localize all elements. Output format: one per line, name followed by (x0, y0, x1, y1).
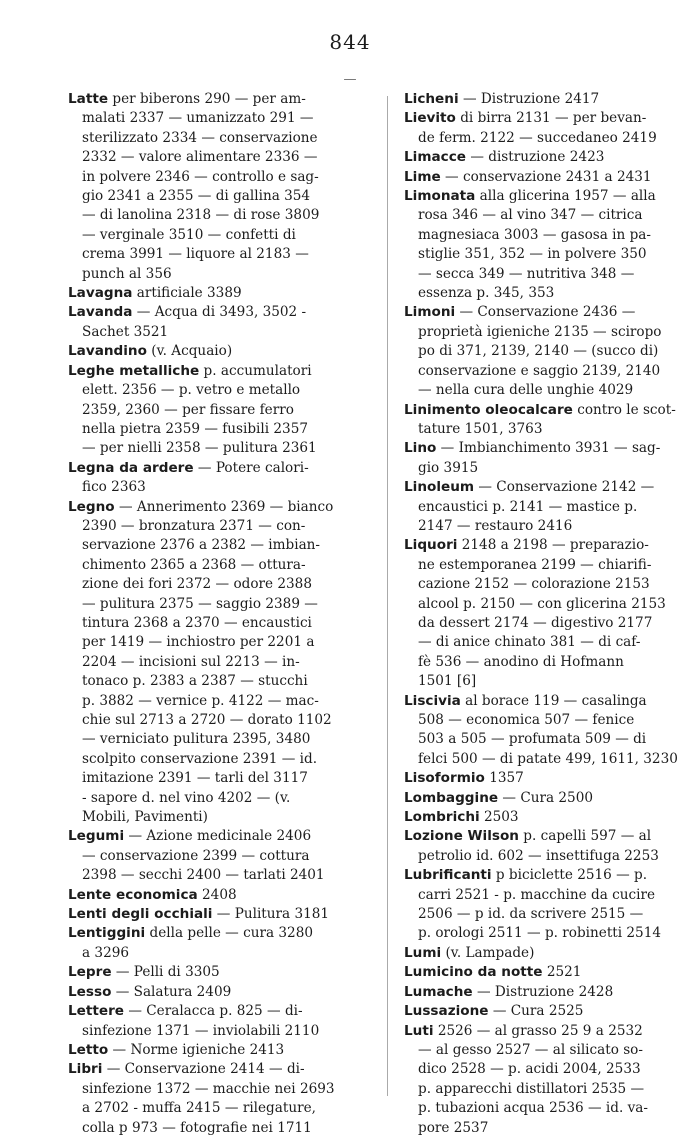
entry-line: tonaco p. 2383 a 2387 — stucchi (82, 673, 308, 690)
entry-text: — Imbianchimento 3931 — sag- (436, 440, 661, 457)
entry-line (404, 148, 700, 167)
entry-line: — verniciato pulitura 2395, 3480 (82, 731, 311, 748)
entry-headword: Legna da ardere (68, 459, 194, 476)
entry-headword: Licheni (404, 91, 459, 107)
right-column (404, 90, 700, 1138)
entry-line (404, 401, 700, 420)
entry-line (404, 983, 700, 1002)
entry-line: zione dei fori 2372 — odore 2388 (82, 576, 312, 593)
entry-headword: Legumi (68, 828, 125, 845)
entry-line: in polvere 2346 — controllo e sag- (82, 168, 319, 185)
entry-line: chie sul 2713 a 2720 — dorato 1102 (82, 712, 332, 728)
entry-text: — Distruzione 2428 (472, 983, 614, 1000)
entry-line: Mobili, Pavimenti) (82, 809, 208, 826)
entry-line (404, 944, 700, 963)
entry-line (404, 866, 700, 885)
entry-text: di birra 2131 — per bevan- (455, 110, 647, 127)
entry-headword: Lussazione (404, 1003, 489, 1020)
entry-line: po di 371, 2139, 2140 — (succo di) (418, 343, 659, 360)
index-entry-lime (404, 168, 700, 187)
entry-line: p. apparecchi distillatori 2535 — (418, 1080, 645, 1097)
entry-line: 2506 — p id. da scrivere 2515 — (418, 906, 644, 923)
index-entry-limonata (404, 187, 700, 303)
entry-line: sinfezione 1371 — inviolabili 2110 (82, 1022, 320, 1039)
entry-line: encaustici p. 2141 — mastice p. (418, 498, 638, 515)
index-entry-leghe-metalliche (68, 362, 388, 459)
entry-line: pore 2537 (418, 1119, 489, 1136)
entry-headword: Lombrichi (404, 809, 480, 826)
entry-line: carri 2521 - p. macchine da cucire (418, 886, 656, 903)
entry-line: chimento 2365 a 2368 — ottura- (82, 556, 306, 573)
entry-text: — Conservazione 2142 — (474, 479, 655, 496)
entry-line: felci 500 — di patate 499, 1611, 3230 (418, 750, 678, 767)
entry-line (404, 692, 700, 711)
entry-line: conservazione e saggio 2139, 2140 (418, 362, 661, 379)
entry-headword: Lettere (68, 1003, 125, 1020)
entry-headword: Leghe metalliche (68, 362, 200, 379)
entry-text: — Conservazione 2414 — di- (102, 1061, 305, 1078)
entry-line (404, 963, 700, 982)
entry-headword: Lisoformio (404, 770, 485, 787)
entry-line: — secca 349 — nutritiva 348 — (418, 265, 635, 282)
entry-line: tature 1501, 3763 (418, 420, 543, 437)
index-entry-lombrichi (404, 808, 700, 827)
entry-line: Sachet 3521 (82, 323, 169, 340)
entry-line: 1501 [6] (418, 673, 477, 690)
entry-line: 2390 — bronzatura 2371 — con- (82, 517, 306, 534)
index-entry-latte (68, 90, 388, 284)
entry-line (68, 90, 388, 109)
entry-line (68, 827, 388, 846)
entry-line (68, 983, 388, 1002)
index-entry-lisoformio (404, 769, 700, 788)
index-entry-lievito (404, 109, 700, 148)
entry-line: crema 3991 — liquore al 2183 — (82, 246, 309, 263)
entry-line (404, 439, 700, 458)
entry-line (68, 905, 388, 924)
entry-line: — conservazione 2399 — cottura (82, 847, 310, 864)
index-entry-lente-economica (68, 886, 388, 905)
index-entry-lavandino (68, 342, 388, 361)
entry-text: — Ceralacca p. 825 — di- (124, 1003, 303, 1020)
entry-line: 2204 — incisioni sul 2213 — in- (82, 653, 300, 670)
entry-line: imitazione 2391 — tarli del 3117 (82, 770, 308, 787)
entry-text: — Azione medicinale 2406 (124, 828, 312, 845)
index-entry-limacce (404, 148, 700, 167)
entry-text: p. accumulatori (199, 362, 312, 379)
entry-line (68, 963, 388, 982)
entry-headword: Lente economica (68, 886, 198, 903)
entry-line: malati 2337 — umanizzato 291 — (82, 110, 314, 127)
entry-text: — Cura 2500 (498, 789, 594, 806)
entry-headword: Lino (404, 440, 437, 457)
index-entry-linoleum (404, 478, 700, 536)
entry-text: 1357 (484, 770, 524, 787)
entry-line: 508 — economica 507 — fenice (418, 712, 635, 728)
entry-line (68, 362, 388, 381)
entry-headword: Lumache (404, 983, 473, 1000)
entry-line: — verginale 3510 — confetti di (82, 226, 296, 243)
entry-line: cazione 2152 — colorazione 2153 (418, 576, 650, 593)
entry-headword: Lombaggine (404, 789, 499, 806)
entry-line: p. 3882 — vernice p. 4122 — mac- (82, 692, 319, 709)
entry-line (68, 924, 388, 943)
entry-line: — per nielli 2358 — pulitura 2361 (82, 440, 317, 457)
entry-text: 2148 a 2198 — preparazio- (457, 537, 649, 554)
entry-headword: Linimento oleocalcare (404, 401, 573, 418)
entry-text: per biberons 290 — per am- (108, 91, 306, 107)
index-entry-libri (68, 1060, 388, 1138)
entry-headword: Limacce (404, 149, 466, 166)
index-entry-limoni (404, 303, 700, 400)
entry-text: — Conservazione 2436 — (455, 304, 636, 321)
index-entry-liscivia (404, 692, 700, 770)
index-entry-lesso (68, 983, 388, 1002)
entry-line: 2398 — secchi 2400 — tarlati 2401 (82, 867, 325, 884)
index-entry-lenti-degli-occhiali (68, 905, 388, 924)
entry-headword: Lubrificanti (404, 867, 492, 884)
entry-line: — pulitura 2375 — saggio 2389 — (82, 595, 318, 612)
page-number: 844 (329, 30, 371, 54)
entry-line (404, 109, 700, 128)
index-entry-lepre (68, 963, 388, 982)
entry-headword: Latte (68, 91, 109, 107)
entry-headword: Libri (68, 1061, 103, 1078)
entry-text: — Norme igieniche 2413 (108, 1041, 285, 1058)
entry-line: scolpito conservazione 2391 — id. (82, 750, 318, 767)
entry-line (404, 1002, 700, 1021)
entry-text: 2521 (542, 964, 582, 981)
entry-line (404, 827, 700, 846)
entry-line: nella pietra 2359 — fusibili 2357 (82, 420, 309, 437)
index-entry-legno (68, 498, 388, 828)
entry-line: da dessert 2174 — digestivo 2177 (418, 614, 653, 631)
entry-text: (v. Lampade) (441, 944, 535, 961)
entry-text: (v. Acquaio) (146, 343, 233, 360)
index-entry-lettere (68, 1002, 388, 1041)
entry-text: alla glicerina 1957 — alla (475, 188, 656, 205)
entry-line: gio 3915 (418, 459, 479, 476)
entry-text: — distruzione 2423 (466, 149, 605, 166)
index-entry-lumicino-da-notte (404, 963, 700, 982)
entry-line: fè 536 — anodino di Hofmann (418, 653, 624, 670)
entry-line: p. tubazioni acqua 2536 — id. va- (418, 1100, 648, 1117)
entry-line: proprietà igieniche 2135 — sciropo (418, 323, 662, 340)
entry-line: — nella cura delle unghie 4029 (418, 382, 634, 399)
header-rule: — (343, 72, 357, 87)
entry-headword: Lesso (68, 983, 112, 1000)
entry-headword: Lievito (404, 110, 456, 127)
index-entry-legna-da-ardere (68, 459, 388, 498)
index-entry-linimento-oleocalcare (404, 401, 700, 440)
index-entry-lombaggine (404, 789, 700, 808)
left-column (68, 90, 388, 1138)
entry-line (404, 536, 700, 555)
index-entry-lavagna (68, 284, 388, 303)
entry-text: 2408 (197, 886, 237, 903)
entry-line (404, 187, 700, 206)
entry-line (68, 459, 388, 478)
entry-line: colla p 973 — fotografie nei 1711 (82, 1119, 312, 1136)
entry-line: p. orologi 2511 — p. robinetti 2514 (418, 925, 662, 942)
entry-line: — al gesso 2527 — al silicato so- (418, 1041, 643, 1058)
entry-headword: Lavandino (68, 343, 147, 360)
index-entry-liquori (404, 536, 700, 691)
entry-line (404, 769, 700, 788)
entry-line (404, 808, 700, 827)
index-entry-lavanda (68, 303, 388, 342)
entry-headword: Linoleum (404, 479, 475, 496)
entry-text: contro le scot- (572, 401, 676, 418)
entry-text: artificiale 3389 (132, 285, 242, 302)
entry-line (68, 284, 388, 303)
entry-text: 2503 (479, 809, 519, 826)
entry-line: petrolio id. 602 — insettifuga 2253 (418, 847, 659, 864)
entry-headword: Lumi (404, 944, 442, 961)
entry-line (68, 886, 388, 905)
index-entry-lumi (404, 944, 700, 963)
entry-line (404, 789, 700, 808)
entry-line: sterilizzato 2334 — conservazione (82, 129, 318, 146)
entry-line: stiglie 351, 352 — in polvere 350 (418, 246, 647, 263)
entry-line: 2332 — valore alimentare 2336 — (82, 149, 318, 166)
entry-text: della pelle — cura 3280 (145, 925, 313, 942)
entry-line (68, 303, 388, 322)
entry-line: a 3296 (82, 944, 130, 961)
entry-text: 2526 — al grasso 25 9 a 2532 (433, 1022, 643, 1039)
entry-headword: Lepre (68, 964, 112, 981)
index-entry-lozione-wilson (404, 827, 700, 866)
entry-headword: Legno (68, 498, 115, 515)
index-entry-lubrificanti (404, 866, 700, 944)
entry-headword: Luti (404, 1022, 434, 1039)
entry-line: — di lanolina 2318 — di rose 3809 (82, 207, 320, 224)
entry-line: per 1419 — inchiostro per 2201 a (82, 634, 315, 651)
entry-line (68, 1060, 388, 1079)
entry-text: — Distruzione 2417 (458, 91, 600, 107)
entry-text: p. capelli 597 — al (518, 828, 652, 845)
index-entry-legumi (68, 827, 388, 885)
column-divider (387, 96, 388, 1096)
entry-text: — Acqua di 3493, 3502 - (132, 304, 307, 321)
entry-headword: Lenti degli occhiali (68, 906, 213, 923)
entry-text: p biciclette 2516 — p. (491, 867, 648, 884)
index-entry-licheni (404, 90, 700, 109)
entry-headword: Letto (68, 1041, 109, 1058)
entry-line: - sapore d. nel vino 4202 — (v. (82, 789, 291, 806)
entry-line (404, 303, 700, 322)
entry-text: al borace 119 — casalinga (460, 692, 647, 709)
entry-line: ne estemporanea 2199 — chiarifi- (418, 556, 652, 573)
index-entry-lentiggini (68, 924, 388, 963)
entry-headword: Lozione Wilson (404, 828, 519, 845)
index-entry-lussazione (404, 1002, 700, 1021)
entry-line: sinfezione 1372 — macchie nei 2693 (82, 1080, 335, 1097)
entry-line: alcool p. 2150 — con glicerina 2153 (418, 595, 666, 612)
entry-line (68, 498, 388, 517)
entry-line: 2147 — restauro 2416 (418, 517, 573, 534)
entry-line (68, 1002, 388, 1021)
entry-line: 503 a 505 — profumata 509 — di (418, 731, 647, 748)
entry-text: — Potere calori- (193, 459, 309, 476)
entry-headword: Liquori (404, 537, 458, 554)
entry-line: de ferm. 2122 — succedaneo 2419 (418, 129, 657, 146)
entry-headword: Lentiggini (68, 925, 146, 942)
entry-headword: Lumicino da notte (404, 964, 543, 981)
entry-text: — Salatura 2409 (111, 983, 232, 1000)
index-entry-lino (404, 439, 700, 478)
entry-headword: Lime (404, 168, 441, 185)
entry-line: tintura 2368 a 2370 — encaustici (82, 614, 312, 631)
entry-line (68, 1041, 388, 1060)
entry-line (404, 168, 700, 187)
index-entry-letto (68, 1041, 388, 1060)
entry-line: servazione 2376 a 2382 — imbian- (82, 537, 321, 554)
entry-headword: Limoni (404, 304, 456, 321)
entry-headword: Lavagna (68, 285, 133, 302)
entry-line (68, 342, 388, 361)
entry-line: rosa 346 — al vino 347 — citrica (418, 207, 643, 224)
entry-headword: Lavanda (68, 304, 133, 321)
entry-line: elett. 2356 — p. vetro e metallo (82, 382, 301, 399)
entry-line: — di anice chinato 381 — di caf- (418, 634, 641, 651)
entry-text: — Cura 2525 (488, 1003, 584, 1020)
entry-line: magnesiaca 3003 — gasosa in pa- (418, 226, 651, 243)
entry-line: gio 2341 a 2355 — di gallina 354 (82, 188, 311, 205)
entry-text: — conservazione 2431 a 2431 (440, 168, 652, 185)
entry-text: — Pelli di 3305 (111, 964, 220, 981)
entry-text: — Annerimento 2369 — bianco (114, 498, 334, 515)
entry-headword: Limonata (404, 188, 476, 205)
entry-line: 2359, 2360 — per fissare ferro (82, 401, 294, 418)
entry-line (404, 90, 700, 109)
entry-line: essenza p. 345, 353 (418, 285, 555, 302)
entry-line: a 2702 - muffa 2415 — rilegature, (82, 1100, 316, 1117)
index-entry-luti (404, 1022, 700, 1138)
entry-line (404, 1022, 700, 1041)
entry-line: fico 2363 (82, 479, 146, 496)
entry-line (404, 478, 700, 497)
entry-line: punch al 356 (82, 265, 172, 282)
entry-text: — Pulitura 3181 (212, 906, 330, 923)
index-entry-lumache (404, 983, 700, 1002)
entry-headword: Liscivia (404, 692, 461, 709)
entry-line: dico 2528 — p. acidi 2004, 2533 (418, 1061, 641, 1078)
